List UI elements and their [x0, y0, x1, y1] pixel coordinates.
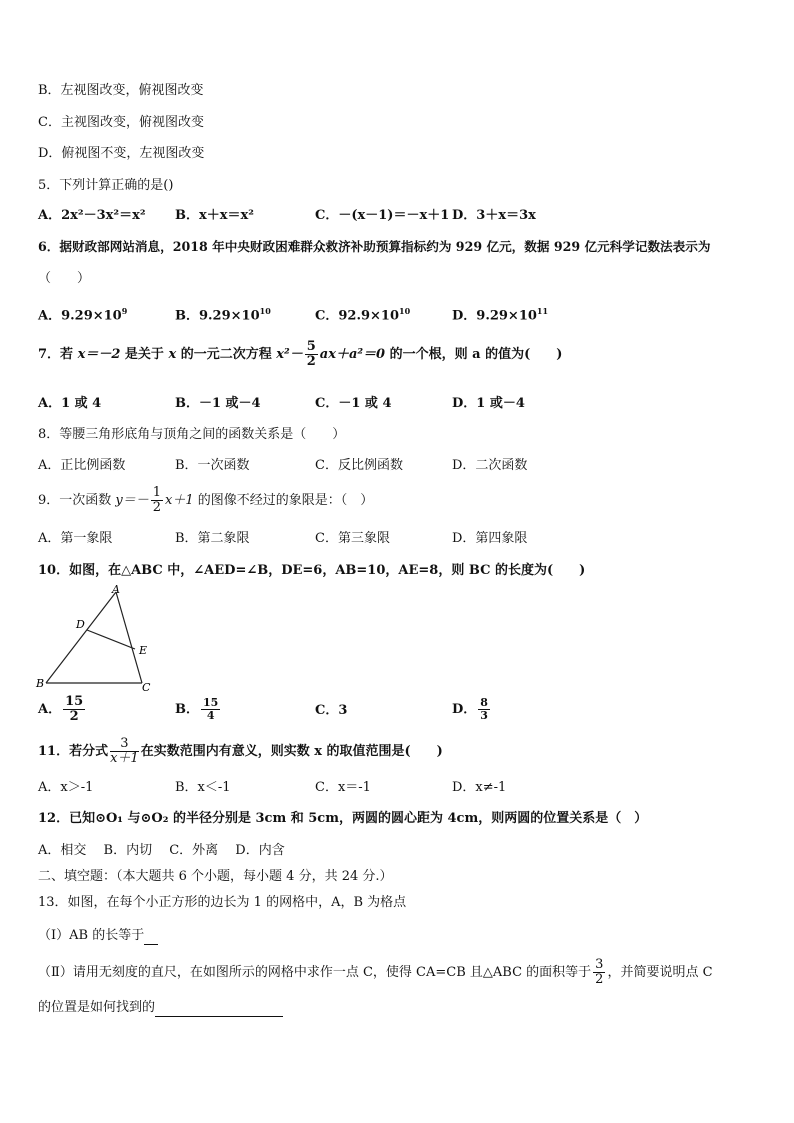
section-heading-fill-in: 二、填空题：（本大题共 6 个小题，每小题 4 分，共 24 分.）: [38, 869, 393, 884]
q10-a-den: 2: [69, 709, 79, 724]
q11-pre: 11．若分式: [38, 744, 109, 759]
triangle-side-ac: [116, 592, 142, 683]
q13-frac-num: 3: [595, 957, 604, 972]
q7-option-c: C．－1 或 4: [315, 396, 392, 411]
q5-option-d: D．3＋x＝3x: [452, 208, 536, 223]
q9-option-a: A．第一象限: [38, 531, 113, 546]
q7-frac-num: 5: [306, 339, 316, 354]
q6-option-c: [315, 303, 410, 324]
q9-stem: [38, 486, 373, 516]
q9-fraction: [151, 486, 163, 515]
q10-a-num: 15: [65, 694, 84, 709]
q6-b-base: B．9.29×10: [175, 308, 260, 324]
q13-part2-line2-text: 的位置是如何找到的: [38, 1000, 156, 1015]
q10-b-label: B．: [175, 702, 199, 717]
q6-a-base: A．9.29×10: [38, 308, 122, 324]
q6-b-exp: 10: [259, 306, 271, 316]
q6-stem: 6．据财政部网站消息，2018 年中央财政困难群众救济补助预算指标约为 929 亿元，数据 929 亿元科学记数法表示为: [38, 239, 711, 254]
q7-x2: x²－: [276, 347, 303, 362]
q9-frac-num: 1: [152, 485, 162, 500]
q10-option-a: [38, 690, 87, 730]
vertex-label-c: C: [142, 681, 151, 693]
q12-options: A．相交 B．内切 C．外离 D．内含: [38, 843, 285, 858]
q8-stem: 8．等腰三角形底角与顶角之间的函数关系是（ ）: [38, 427, 346, 442]
q10-triangle-figure: [34, 583, 164, 693]
q11-option-d: D．x≠-1: [452, 780, 507, 795]
q9-post: 的图像不经过的象限是：（ ）: [193, 493, 374, 508]
q10-option-c: C．3: [315, 703, 348, 718]
q6-d-base: D．9.29×10: [452, 308, 537, 324]
q10-b-den: 4: [206, 709, 215, 722]
q7-option-a: A．1 或 4: [38, 396, 102, 411]
q13-part2-pre: （Ⅱ）请用无刻度的直尺，在如图所示的网格中求作一点 C，使得 CA=CB 且△ABC 的面积等于: [38, 965, 592, 980]
q7-pre: 7．若: [38, 347, 78, 362]
vertex-label-e: E: [139, 644, 148, 657]
q5-option-c: C．－(x－1)＝－x＋1: [315, 208, 450, 223]
q7-eq: x＝－2: [77, 347, 121, 362]
vertex-label-a: A: [112, 583, 120, 596]
q7-stem: [38, 340, 562, 370]
q13-part1: [38, 928, 158, 945]
q8-option-c: C．反比例函数: [315, 458, 403, 473]
q4-option-c: C．主视图改变，俯视图改变: [38, 115, 204, 130]
q11-post: 在实数范围内有意义，则实数 x 的取值范围是( ): [140, 744, 443, 759]
q9-rest: x＋1: [165, 493, 194, 508]
q6-c-exp: 10: [399, 306, 411, 316]
q6-option-a: [38, 303, 127, 324]
q7-fraction: [305, 340, 318, 369]
q13-part2-line2: [38, 1000, 283, 1017]
vertex-label-d: D: [76, 618, 85, 631]
q13-part2-answer-blank: [155, 1000, 283, 1017]
q11-option-a: A．x＞-1: [38, 780, 94, 795]
q10-stem: 10．如图，在△ABC 中，∠AED=∠B，DE=6，AB=10，AE=8，则 BC 的长度为( ): [38, 563, 586, 578]
q4-option-b: B．左视图改变，俯视图改变: [38, 83, 204, 98]
q13-fraction: [593, 958, 605, 987]
q13-frac-den: 2: [595, 972, 604, 987]
q10-b-num: 15: [203, 696, 219, 709]
q6-option-d: [452, 303, 548, 324]
q6-d-exp: 11: [536, 306, 549, 316]
q10-a-label: A．: [38, 702, 62, 717]
q6-option-b: [175, 303, 271, 324]
q13-stem: 13．如图，在每个小正方形的边长为 1 的网格中，A，B 为格点: [38, 895, 407, 910]
q9-option-d: D．第四象限: [452, 531, 528, 546]
q6-a-exp: 9: [121, 306, 128, 316]
q5-option-a: A．2x²－3x²＝x²: [38, 208, 146, 223]
q9-pre: 9．一次函数: [38, 493, 116, 508]
q10-d-fraction: [478, 697, 490, 722]
q6-c-base: C．92.9×10: [315, 308, 399, 324]
q11-stem: [38, 735, 443, 769]
q7-mid: 是关于: [120, 347, 169, 362]
q11-frac-den: x＋1: [110, 751, 139, 766]
q8-option-d: D．二次函数: [452, 458, 528, 473]
q13-part1-answer-blank: [144, 928, 158, 945]
q13-part1-text: （Ⅰ）AB 的长等于: [38, 928, 145, 943]
q10-b-fraction: [201, 697, 220, 722]
q10-d-label: D．: [452, 702, 477, 717]
q13-part2: [38, 956, 713, 990]
q11-frac-num: 3: [110, 737, 139, 752]
q10-a-fraction: [63, 695, 85, 724]
q10-d-num: 8: [480, 696, 488, 709]
q7-mid2: 的一元二次方程: [176, 347, 277, 362]
q7-var: x: [168, 347, 177, 362]
q13-part2-post: ，并简要说明点 C: [607, 965, 713, 980]
q7-rest: ax＋a²＝0: [319, 347, 386, 362]
q10-option-b: [175, 690, 222, 730]
q12-stem: 12．已知⊙O₁ 与⊙O₂ 的半径分别是 3cm 和 5cm，两圆的圆心距为 4cm，则两圆的位置关系是（ ）: [38, 811, 648, 826]
q7-option-d: D．1 或－4: [452, 396, 525, 411]
q7-post: 的一个根，则 a 的值为( ): [385, 347, 563, 362]
q7-frac-den: 2: [306, 354, 316, 369]
q5-stem: 5．下列计算正确的是(): [38, 178, 174, 193]
q10-option-d: [452, 690, 492, 730]
q9-option-b: B．第二象限: [175, 531, 250, 546]
q9-y: y＝－: [115, 493, 149, 508]
q11-option-c: C．x＝-1: [315, 780, 371, 795]
q9-frac-den: 2: [152, 500, 162, 515]
q9-option-c: C．第三象限: [315, 531, 390, 546]
q11-fraction: [110, 737, 139, 766]
vertex-label-b: B: [36, 677, 45, 690]
q5-option-b: B．x＋x＝x²: [175, 208, 254, 223]
q8-option-a: A．正比例函数: [38, 458, 126, 473]
q11-option-b: B．x＜-1: [175, 780, 231, 795]
q7-option-b: B．－1 或－4: [175, 396, 261, 411]
q10-d-den: 3: [480, 709, 488, 722]
q4-option-d: D．俯视图不变，左视图改变: [38, 146, 205, 161]
q6-stem-paren: （ ）: [38, 271, 91, 286]
q8-option-b: B．一次函数: [175, 458, 250, 473]
